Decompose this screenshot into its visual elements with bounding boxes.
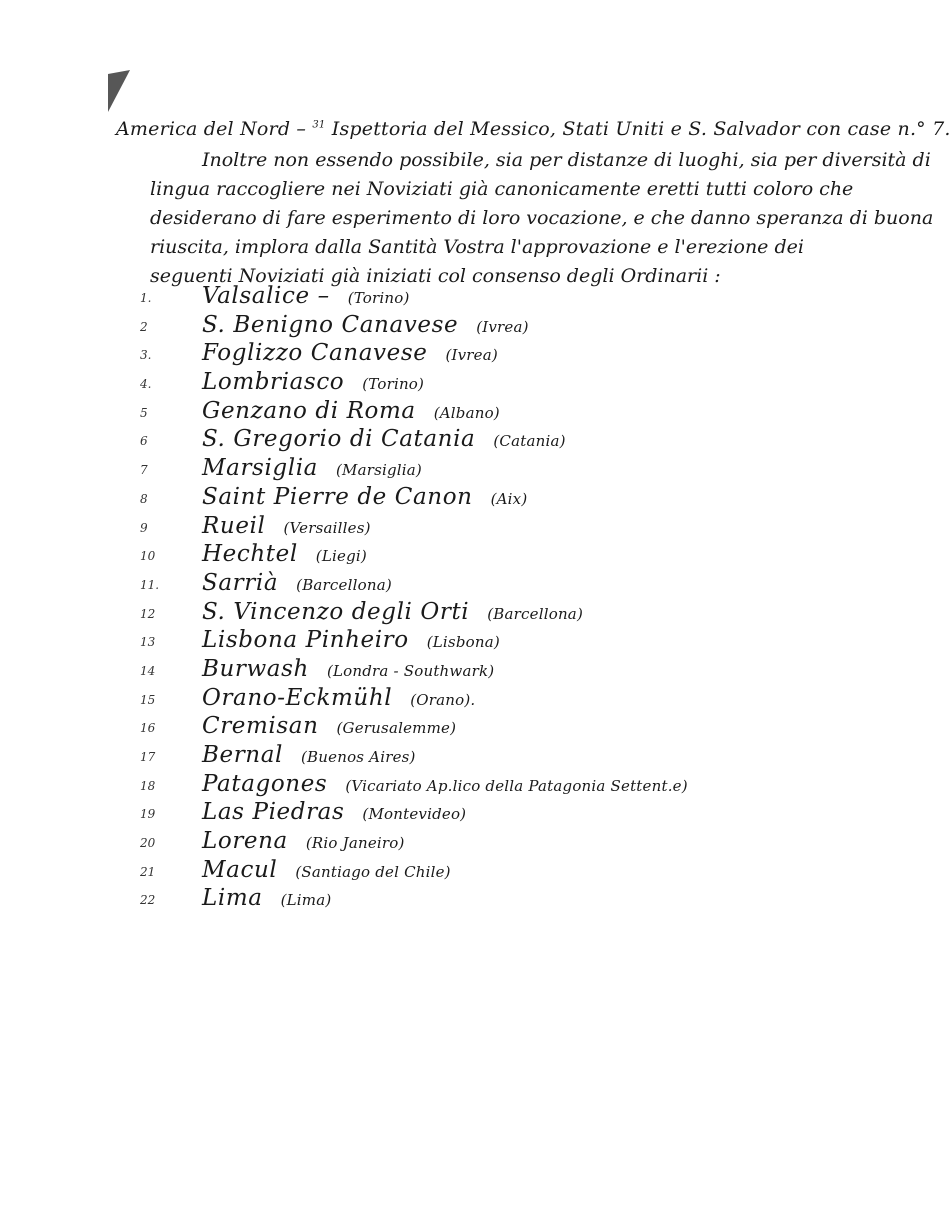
item-number: 13: [140, 635, 156, 650]
item-number: 8: [140, 491, 148, 506]
item-place: Orano-Eckmühl (Orano).: [202, 684, 476, 711]
item-number: 5: [140, 405, 148, 420]
item-place: Cremisan (Gerusalemme): [202, 713, 457, 740]
item-place: Foglizzo Canavese (Ivrea): [202, 340, 498, 367]
list-item: [140, 369, 780, 398]
item-number: 7: [140, 463, 148, 478]
item-diocese: (Gerusalemme): [336, 719, 457, 738]
item-diocese: (Rio Janeiro): [305, 834, 405, 853]
item-number: 15: [140, 692, 156, 707]
item-place: Lima (Lima): [202, 885, 332, 912]
item-diocese: (Santiago del Chile): [295, 862, 451, 881]
item-diocese: (Albano): [433, 403, 500, 422]
item-diocese: (Marsiglia): [335, 461, 422, 480]
item-place: Lisbona Pinheiro (Lisbona): [202, 627, 500, 654]
item-diocese: (Barcellona): [296, 575, 392, 594]
item-place: S. Vincenzo degli Orti (Barcellona): [202, 598, 583, 625]
item-diocese: (Torino): [362, 375, 425, 394]
paragraph-line: riuscita, implora dalla Santità Vostra l'approvazione e l'erezione dei: [150, 236, 804, 258]
header-number: 31: [312, 119, 326, 131]
item-place: Rueil (Versailles): [202, 512, 371, 539]
list-item: [140, 742, 780, 771]
paragraph-line: lingua raccogliere nei Noviziati già canonicamente eretti tutti coloro che: [150, 178, 854, 200]
list-item: [140, 340, 780, 369]
list-item: [140, 513, 780, 542]
list-item: [140, 713, 780, 742]
list-item: [140, 283, 780, 312]
item-diocese: (Vicariato Ap.lico della Patagonia Settent.e): [345, 776, 688, 795]
item-diocese: (Buenos Aires): [301, 748, 416, 766]
item-number: 4.: [140, 377, 152, 392]
list-item: [140, 771, 780, 800]
item-number: 9: [140, 520, 148, 535]
list-item: [140, 398, 780, 427]
list-item: [140, 685, 780, 714]
item-number: 3.: [140, 348, 152, 363]
list-item: [140, 570, 780, 599]
list-item: [140, 312, 780, 341]
body-paragraph: [150, 146, 934, 291]
item-place: Saint Pierre de Canon (Aix): [202, 483, 528, 510]
list-item: [140, 484, 780, 513]
list-item: [140, 599, 780, 628]
item-number: 12: [140, 606, 156, 621]
item-place: S. Gregorio di Catania (Catania): [202, 426, 566, 453]
item-number: 17: [140, 750, 156, 764]
list-item: [140, 656, 780, 685]
item-diocese: (Lima): [280, 891, 332, 910]
corner-mark: [108, 70, 130, 112]
item-number: 19: [140, 807, 156, 822]
list-item: [140, 426, 780, 455]
list-item: [140, 857, 780, 886]
item-place: Marsiglia (Marsiglia): [202, 455, 422, 482]
item-number: 2: [140, 319, 148, 334]
header-line: [116, 118, 951, 140]
item-place: Lorena (Rio Janeiro): [202, 828, 405, 855]
item-number: 14: [140, 663, 156, 678]
item-number: 20: [140, 836, 156, 851]
item-diocese: (Montevideo): [362, 805, 467, 824]
paragraph-line: Inoltre non essendo possibile, sia per distanze di luoghi, sia per diversità di: [202, 149, 931, 171]
list-item: [140, 455, 780, 484]
header-title: Ispettoria del Messico, Stati Uniti e S. Salvador: [331, 118, 801, 140]
list-item: [140, 828, 780, 857]
item-number: 11.: [140, 577, 160, 592]
item-diocese: (Versailles): [283, 518, 371, 537]
item-diocese: (Aix): [490, 489, 528, 508]
item-place: Burwash (Londra - Southwark): [202, 655, 495, 682]
item-place: Bernal (Buenos Aires): [202, 742, 416, 768]
list-item: [140, 627, 780, 656]
item-number: 1.: [140, 291, 152, 305]
item-diocese: (Torino): [347, 289, 410, 307]
list-item: [140, 799, 780, 828]
item-number: 6: [140, 434, 148, 449]
item-number: 21: [140, 864, 156, 879]
item-diocese: (Catania): [493, 432, 566, 451]
list-item: [140, 885, 780, 914]
novitiate-list: [140, 283, 780, 914]
item-place: Lombriasco (Torino): [202, 369, 425, 396]
list-item: [140, 541, 780, 570]
item-place: Patagones (Vicariato Ap.lico della Patagonia Settent.e): [202, 770, 688, 797]
item-number: 10: [140, 549, 156, 564]
item-place: S. Benigno Canavese (Ivrea): [202, 311, 529, 338]
item-place: Las Piedras (Montevideo): [202, 799, 467, 826]
paragraph-line: desiderano di fare esperimento di loro vocazione, e che danno speranza di buona: [150, 207, 934, 229]
paragraph-line: seguenti Noviziati già iniziati col consenso degli Ordinarii :: [150, 265, 721, 287]
item-number: 16: [140, 721, 156, 736]
item-diocese: (Lisbona): [426, 633, 500, 652]
item-diocese: (Barcellona): [487, 604, 583, 623]
item-place: Sarrià (Barcellona): [202, 569, 392, 596]
item-number: 18: [140, 778, 156, 793]
header-separator: –: [290, 118, 313, 140]
item-diocese: (Orano).: [410, 690, 476, 709]
item-diocese: (Londra - Southwark): [326, 661, 495, 680]
item-place: Valsalice – (Torino): [202, 283, 410, 309]
item-number: 22: [140, 893, 156, 908]
item-place: Genzano di Roma (Albano): [202, 397, 500, 424]
item-place: Macul (Santiago del Chile): [202, 856, 451, 883]
header-region: America del Nord: [116, 118, 291, 140]
item-diocese: (Ivrea): [476, 317, 529, 336]
item-place: Hechtel (Liegi): [202, 541, 367, 568]
header-suffix: con case n.° 7.: [806, 118, 951, 140]
item-diocese: (Liegi): [315, 547, 367, 566]
item-diocese: (Ivrea): [445, 346, 498, 365]
